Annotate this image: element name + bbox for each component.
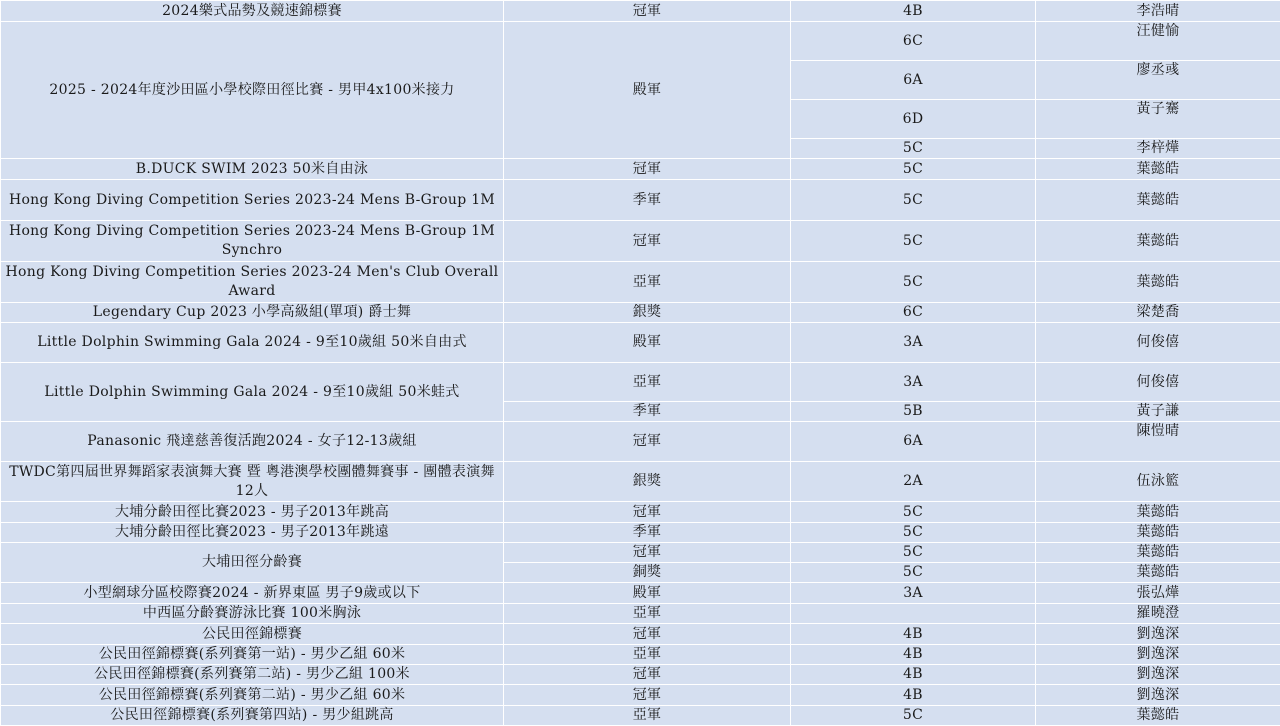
event-cell: Hong Kong Diving Competition Series 2023-24 Men's Club Overall Award [1,262,504,303]
table-row [1,422,1280,462]
class-cell: 3A [791,583,1036,604]
table-row [1,604,1280,624]
class-cell: 5C [791,159,1036,180]
award-cell: 季軍 [504,523,791,543]
award-cell: 亞軍 [504,706,791,726]
award-cell: 冠軍 [504,502,791,523]
table-row [1,523,1280,543]
table-row [1,624,1280,645]
event-cell: 大埔分齡田徑比賽2023 - 男子2013年跳高 [1,502,504,523]
table-row [1,665,1280,685]
award-cell: 殿軍 [504,323,791,363]
name-cell: 黃子騫 [1036,100,1280,139]
table-row [1,1,1280,22]
event-cell: 大埔田徑分齡賽 [1,543,504,583]
award-cell: 銀獎 [504,462,791,502]
award-cell: 亞軍 [504,645,791,665]
award-cell: 冠軍 [504,665,791,685]
class-cell: 5C [791,523,1036,543]
class-cell: 5C [791,180,1036,221]
name-cell: 李浩晴 [1036,1,1280,22]
table-row [1,180,1280,221]
class-cell: 4B [791,645,1036,665]
event-cell: 小型網球分區校際賽2024 - 新界東區 男子9歲或以下 [1,583,504,604]
class-cell: 4B [791,624,1036,645]
name-cell: 葉懿皓 [1036,221,1280,262]
event-cell: 公民田徑錦標賽(系列賽第二站) - 男少乙組 60米 [1,685,504,706]
award-cell: 亞軍 [504,604,791,624]
table-row [1,221,1280,262]
table-row [1,363,1280,402]
name-cell: 何俊僖 [1036,363,1280,402]
class-cell: 5C [791,262,1036,303]
class-cell: 6C [791,22,1036,61]
award-cell: 季軍 [504,402,791,422]
award-cell: 殿軍 [504,22,791,159]
name-cell: 葉懿皓 [1036,262,1280,303]
table-row [1,303,1280,323]
award-cell: 冠軍 [504,422,791,462]
event-cell: B.DUCK SWIM 2023 50米自由泳 [1,159,504,180]
table-row [1,22,1280,61]
event-cell: 2025 - 2024年度沙田區小學校際田徑比賽 - 男甲4x100米接力 [1,22,504,159]
class-cell: 6A [791,422,1036,462]
award-cell: 冠軍 [504,221,791,262]
event-cell: Little Dolphin Swimming Gala 2024 - 9至10歲組 50米蛙式 [1,363,504,422]
award-cell: 冠軍 [504,624,791,645]
event-cell: Hong Kong Diving Competition Series 2023-24 Mens B-Group 1M Synchro [1,221,504,262]
event-cell: 公民田徑錦標賽(系列賽第四站) - 男少組跳高 [1,706,504,726]
class-cell: 5C [791,221,1036,262]
class-cell: 6A [791,61,1036,100]
table-row [1,323,1280,363]
name-cell: 葉懿皓 [1036,706,1280,726]
class-cell: 3A [791,323,1036,363]
name-cell: 伍泳籃 [1036,462,1280,502]
event-cell: Hong Kong Diving Competition Series 2023-24 Mens B-Group 1M [1,180,504,221]
class-cell: 5C [791,543,1036,563]
event-cell: 2024樂式品勢及競速錦標賽 [1,1,504,22]
class-cell: 4B [791,665,1036,685]
class-cell: 5C [791,139,1036,159]
event-cell: Little Dolphin Swimming Gala 2024 - 9至10歲組 50米自由式 [1,323,504,363]
table-row [1,159,1280,180]
name-cell: 梁楚喬 [1036,303,1280,323]
name-cell: 劉逸深 [1036,665,1280,685]
award-cell: 冠軍 [504,1,791,22]
class-cell: 6C [791,303,1036,323]
name-cell: 劉逸深 [1036,624,1280,645]
name-cell: 廖丞彧 [1036,61,1280,100]
class-cell: 3A [791,363,1036,402]
name-cell: 張弘燁 [1036,583,1280,604]
class-cell: 2A [791,462,1036,502]
name-cell: 葉懿皓 [1036,543,1280,563]
table-row [1,583,1280,604]
name-cell: 劉逸深 [1036,645,1280,665]
class-cell: 5C [791,563,1036,583]
award-cell: 冠軍 [504,159,791,180]
table-row [1,502,1280,523]
class-cell: 6D [791,100,1036,139]
event-cell: TWDC第四屆世界舞蹈家表演舞大賽 暨 粵港澳學校團體舞賽事 - 團體表演舞12人 [1,462,504,502]
event-cell: 大埔分齡田徑比賽2023 - 男子2013年跳遠 [1,523,504,543]
table-row [1,543,1280,563]
class-cell [791,604,1036,624]
event-cell: 公民田徑錦標賽(系列賽第二站) - 男少乙組 100米 [1,665,504,685]
name-cell: 葉懿皓 [1036,502,1280,523]
table-row [1,706,1280,726]
name-cell: 李梓燁 [1036,139,1280,159]
table-row [1,645,1280,665]
award-cell: 亞軍 [504,363,791,402]
name-cell: 葉懿皓 [1036,523,1280,543]
award-cell: 銀獎 [504,303,791,323]
name-cell: 汪健愉 [1036,22,1280,61]
award-cell: 亞軍 [504,262,791,303]
name-cell: 陳愷晴 [1036,422,1280,462]
class-cell: 4B [791,685,1036,706]
award-cell: 殿軍 [504,583,791,604]
name-cell: 劉逸深 [1036,685,1280,706]
award-cell: 冠軍 [504,543,791,563]
name-cell: 黃子謙 [1036,402,1280,422]
event-cell: Panasonic 飛達慈善復活跑2024 - 女子12-13歲組 [1,422,504,462]
class-cell: 5B [791,402,1036,422]
table-row [1,462,1280,502]
class-cell: 5C [791,502,1036,523]
table-row [1,685,1280,706]
name-cell: 何俊僖 [1036,323,1280,363]
event-cell: 公民田徑錦標賽 [1,624,504,645]
class-cell: 4B [791,1,1036,22]
event-cell: 中西區分齡賽游泳比賽 100米胸泳 [1,604,504,624]
award-cell: 冠軍 [504,685,791,706]
award-cell: 銅獎 [504,563,791,583]
award-cell: 季軍 [504,180,791,221]
name-cell: 葉懿皓 [1036,180,1280,221]
name-cell: 葉懿皓 [1036,563,1280,583]
event-cell: 公民田徑錦標賽(系列賽第一站) - 男少乙組 60米 [1,645,504,665]
table-row [1,262,1280,303]
event-cell: Legendary Cup 2023 小學高級組(單項) 爵士舞 [1,303,504,323]
class-cell: 5C [791,706,1036,726]
name-cell: 葉懿皓 [1036,159,1280,180]
name-cell: 羅曉澄 [1036,604,1280,624]
